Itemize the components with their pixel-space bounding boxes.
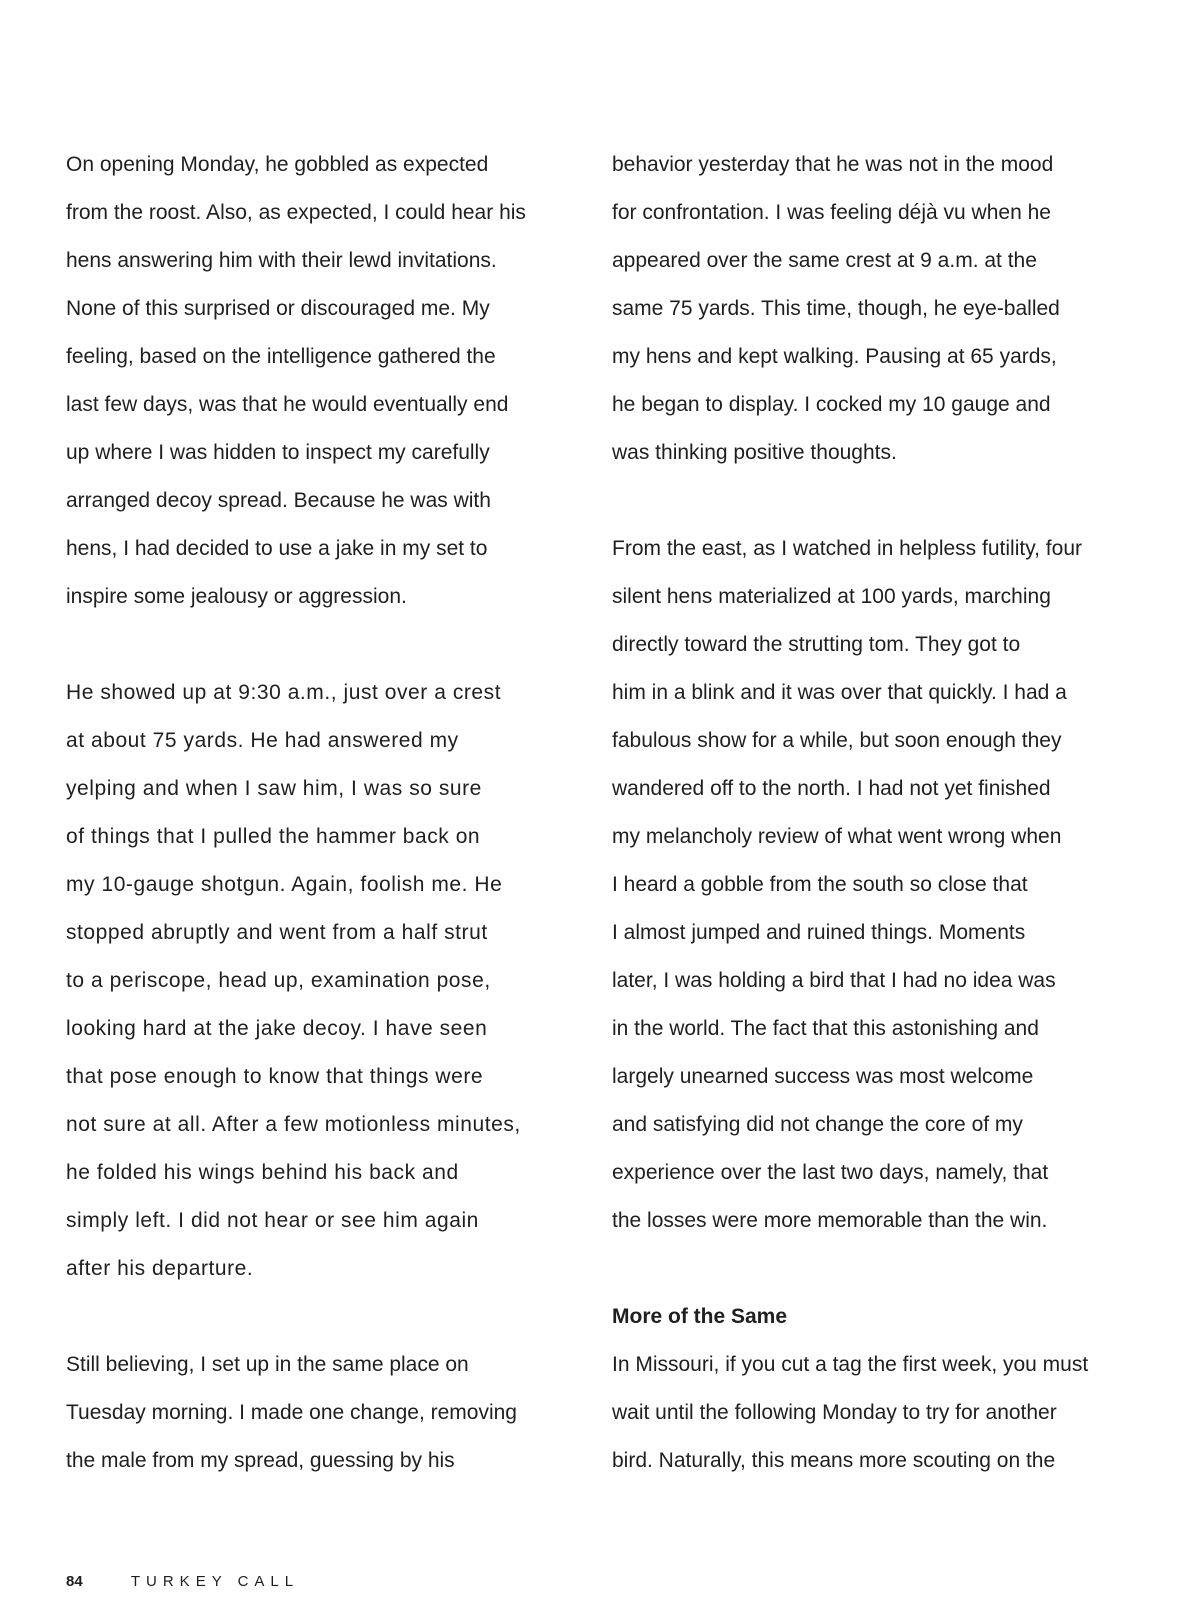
text-line: experience over the last two days, namely, that xyxy=(612,1161,1049,1184)
text-line: On opening Monday, he gobbled as expected xyxy=(66,153,489,176)
text-line: from the roost. Also, as expected, I could hear his xyxy=(66,201,526,224)
paragraph-gap xyxy=(66,1293,586,1341)
text-line: of things that I pulled the hammer back on xyxy=(66,825,481,848)
text-line: him in a blink and it was over that quickly. I had a xyxy=(612,681,1067,704)
text-line: stopped abruptly and went from a half strut xyxy=(66,921,488,944)
text-line: inspire some jealousy or aggression. xyxy=(66,585,407,608)
text-line: wait until the following Monday to try for another xyxy=(612,1401,1057,1424)
text-line: my 10-gauge shotgun. Again, foolish me. He xyxy=(66,873,503,896)
text-line: simply left. I did not hear or see him again xyxy=(66,1209,479,1232)
text-line: wandered off to the north. I had not yet finished xyxy=(612,777,1051,800)
section-subheading: More of the Same xyxy=(612,1305,788,1328)
page-number: 84 xyxy=(66,1573,83,1590)
text-line: Still believing, I set up in the same place on xyxy=(66,1353,469,1376)
text-line: He showed up at 9:30 a.m., just over a crest xyxy=(66,681,502,704)
text-line: From the east, as I watched in helpless futility, four xyxy=(612,537,1082,560)
text-line: that pose enough to know that things were xyxy=(66,1065,484,1088)
text-line: was thinking positive thoughts. xyxy=(612,441,897,464)
page-footer xyxy=(66,1570,299,1594)
paragraph-gap xyxy=(612,1245,1172,1293)
text-line: bird. Naturally, this means more scouting on the xyxy=(612,1449,1056,1472)
text-line: he folded his wings behind his back and xyxy=(66,1161,459,1184)
paragraph-behavior-yesterday xyxy=(612,141,1172,477)
text-line: I heard a gobble from the south so close that xyxy=(612,873,1028,896)
text-line: my melancholy review of what went wrong when xyxy=(612,825,1062,848)
text-line: I almost jumped and ruined things. Moments xyxy=(612,921,1026,944)
paragraph-gap xyxy=(66,621,586,669)
text-line: None of this surprised or discouraged me. My xyxy=(66,297,490,320)
text-line: feeling, based on the intelligence gathered the xyxy=(66,345,496,368)
text-line: largely unearned success was most welcome xyxy=(612,1065,1034,1088)
text-line: up where I was hidden to inspect my carefully xyxy=(66,441,490,464)
paragraph-opening-monday xyxy=(66,141,586,621)
paragraph-showed-up xyxy=(66,669,586,1293)
text-line: behavior yesterday that he was not in the mood xyxy=(612,153,1054,176)
text-line: for confrontation. I was feeling déjà vu when he xyxy=(612,201,1051,224)
text-line: he began to display. I cocked my 10 gauge and xyxy=(612,393,1051,416)
text-line: at about 75 yards. He had answered my xyxy=(66,729,459,752)
magazine-name: TURKEY CALL xyxy=(130,1573,300,1590)
text-line: the losses were more memorable than the win. xyxy=(612,1209,1048,1232)
text-line: to a periscope, head up, examination pose, xyxy=(66,969,491,992)
paragraph-gap xyxy=(612,477,1172,525)
text-line: in the world. The fact that this astonishing and xyxy=(612,1017,1039,1040)
text-line: appeared over the same crest at 9 a.m. at the xyxy=(612,249,1037,272)
text-line: my hens and kept walking. Pausing at 65 yards, xyxy=(612,345,1057,368)
paragraph-in-missouri xyxy=(612,1341,1172,1485)
right-column xyxy=(612,141,1172,1485)
text-line: later, I was holding a bird that I had no idea was xyxy=(612,969,1056,992)
text-line: directly toward the strutting tom. They got to xyxy=(612,633,1021,656)
text-line: fabulous show for a while, but soon enough they xyxy=(612,729,1062,752)
text-line: not sure at all. After a few motionless minutes, xyxy=(66,1113,521,1136)
text-line: arranged decoy spread. Because he was with xyxy=(66,489,491,512)
text-line: Tuesday morning. I made one change, removing xyxy=(66,1401,517,1424)
paragraph-from-the-east xyxy=(612,525,1172,1245)
text-line: In Missouri, if you cut a tag the first week, you must xyxy=(612,1353,1089,1376)
text-line: silent hens materialized at 100 yards, marching xyxy=(612,585,1051,608)
text-line: looking hard at the jake decoy. I have seen xyxy=(66,1017,488,1040)
text-line: yelping and when I saw him, I was so sure xyxy=(66,777,482,800)
text-line: hens answering him with their lewd invitations. xyxy=(66,249,497,272)
text-line: hens, I had decided to use a jake in my set to xyxy=(66,537,488,560)
text-line: and satisfying did not change the core of my xyxy=(612,1113,1023,1136)
text-line: same 75 yards. This time, though, he eye-balled xyxy=(612,297,1060,320)
left-column xyxy=(66,141,586,1485)
paragraph-still-believing xyxy=(66,1341,586,1485)
text-line: last few days, was that he would eventually end xyxy=(66,393,509,416)
text-line: the male from my spread, guessing by his xyxy=(66,1449,455,1472)
text-line: after his departure. xyxy=(66,1257,254,1280)
